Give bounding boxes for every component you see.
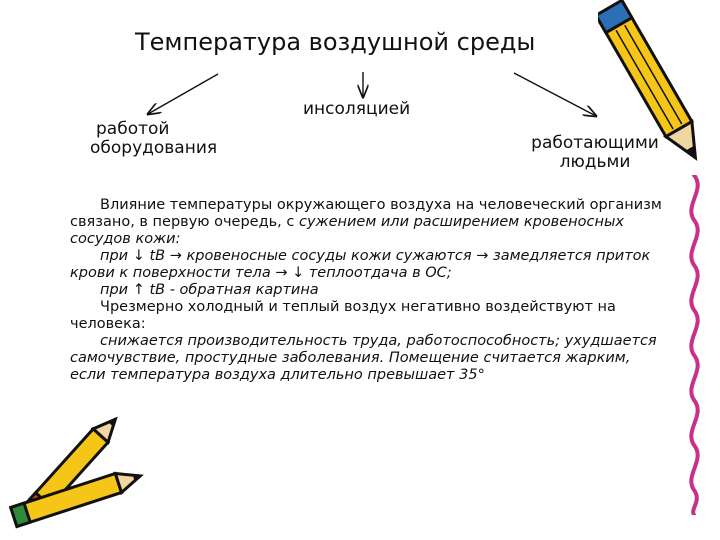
- pencils-icon: [0, 405, 150, 540]
- paragraph-1: [70, 197, 668, 248]
- paragraph-3: при ↑ tB - обратная картина: [100, 282, 319, 298]
- paragraph-5-main: снижается производительность труда, работоспособность; ухудшается самочувствие, простудные заболевания.: [70, 333, 657, 366]
- node-equipment: [90, 120, 217, 158]
- pencil-icon: [598, 0, 710, 175]
- node-people-line2: людьми: [559, 152, 631, 172]
- paragraph-5: [70, 333, 668, 384]
- node-insolation: инсоляцией: [303, 99, 411, 119]
- arrow-left: [148, 74, 218, 114]
- body-text: [70, 197, 668, 384]
- diagram-title: Температура воздушной среды: [135, 28, 536, 56]
- paragraph-4: Чрезмерно холодный и теплый воздух негативно воздействуют на человека:: [70, 299, 616, 332]
- paragraph-1-main: Влияние температуры окружающего воздуха на человеческий организм связано, в первую очередь, с: [70, 197, 662, 230]
- node-equipment-line2: оборудования: [90, 138, 218, 158]
- arrow-right: [514, 73, 596, 116]
- paragraph-5-emphasis: Помещение считается жарким, если температура воздуха длительно превышает 35°: [70, 350, 631, 383]
- paragraph-2: при ↓ tB → кровеносные сосуды кожи сужаются → замедляется приток крови к поверхности тела → ↓ теплоотдача в ОС;: [70, 248, 651, 281]
- wavy-line: [680, 175, 710, 515]
- node-equipment-line1: работой: [96, 119, 170, 139]
- node-people-line1: работающими: [531, 133, 659, 153]
- paragraph-1-emphasis: сужением или расширением кровеносных сосудов кожи:: [70, 214, 624, 247]
